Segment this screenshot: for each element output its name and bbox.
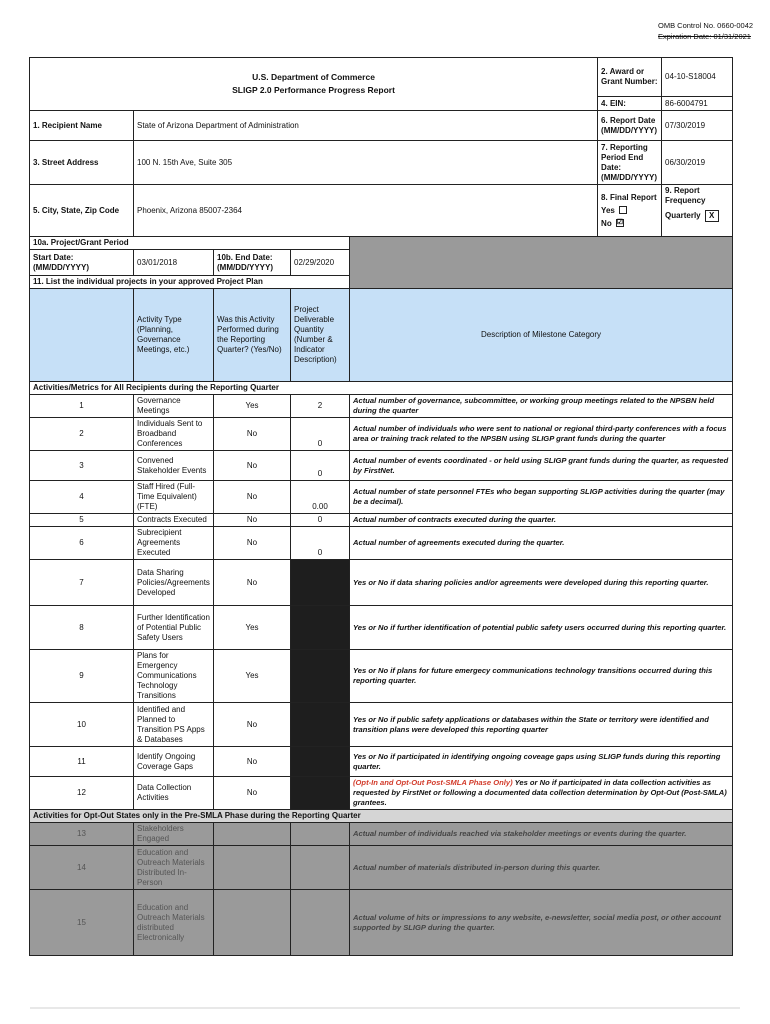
row-desc: Actual number of governance, subcommittee, or working group meetings related to the NPSBN held during the quarter	[350, 395, 733, 418]
row-qty	[291, 846, 350, 890]
row-performed: No	[214, 560, 291, 606]
row-type: Convened Stakeholder Events	[134, 451, 214, 481]
row-desc: Actual number of events coordinated - or held using SLIGP grant funds during the quarter, as requested by FirstNet.	[350, 451, 733, 481]
row-performed	[214, 823, 291, 846]
row-num: 1	[30, 395, 134, 418]
row-qty-blocked	[291, 777, 350, 810]
freq-checkbox[interactable]: X	[705, 210, 719, 222]
omb-control: OMB Control No. 0660-0042	[658, 21, 754, 30]
row-qty-blocked	[291, 703, 350, 747]
row-desc: Actual number of agreements executed during the quarter.	[350, 527, 733, 560]
table-row	[30, 481, 733, 514]
ein-value: 86-6004791	[662, 97, 733, 111]
report-title	[30, 58, 598, 111]
table-row	[30, 846, 733, 890]
row-performed: No	[214, 527, 291, 560]
row-type: Further Identification of Potential Public Safety Users	[134, 606, 214, 650]
final-no-label: No	[601, 218, 612, 228]
table-row	[30, 650, 733, 703]
row-desc: Actual number of individuals reached via stakeholder meetings or events during the quarter.	[350, 823, 733, 846]
final-label: 8. Final Report	[601, 192, 657, 202]
row-qty	[291, 890, 350, 956]
row-num: 11	[30, 747, 134, 777]
row-performed: Yes	[214, 650, 291, 703]
table-row	[30, 703, 733, 747]
page-bottom-edge	[30, 1007, 740, 1009]
row-num: 3	[30, 451, 134, 481]
start-value: 03/01/2018	[134, 250, 214, 276]
street-value: 100 N. 15th Ave, Suite 305	[134, 141, 598, 185]
progress-report-form	[29, 57, 733, 956]
row-qty-blocked	[291, 560, 350, 606]
row-desc: Actual number of contracts executed during the quarter.	[350, 514, 733, 527]
period-label: 7. Reporting Period End Date: (MM/DD/YYYY)	[598, 141, 662, 185]
grant-period-label: 10a. Project/Grant Period	[30, 237, 350, 250]
row-type: Stakeholders Engaged	[134, 823, 214, 846]
row-type: Governance Meetings	[134, 395, 214, 418]
row-desc-text: Yes or No if participated in data collection activities as requested by FirstNet or following a documented data collection determination by Opt-Out (Post-SMLA) grantees.	[353, 778, 727, 807]
row-desc: Yes or No if participated in identifying ongoing coveage gaps using SLIGP funds during this reporting quarter.	[350, 747, 733, 777]
project-list-label: 11. List the individual projects in your approved Project Plan	[30, 276, 350, 289]
row-type: Education and Outreach Materials distributed Electronically	[134, 890, 214, 956]
row-desc: Yes or No if further identification of potential public safety users occurred during this reporting quarter.	[350, 606, 733, 650]
city-value: Phoenix, Arizona 85007-2364	[134, 185, 598, 237]
row-performed	[214, 890, 291, 956]
row-desc: Actual volume of hits or impressions to any website, e-newsletter, social media post, or other account supported by SLIGP during the quarter.	[350, 890, 733, 956]
deliverable-header: Project Deliverable Quantity (Number & Indicator Description)	[291, 289, 350, 382]
activity-type-header: Activity Type (Planning, Governance Meetings, etc.)	[134, 289, 214, 382]
row-performed: No	[214, 703, 291, 747]
row-num: 14	[30, 846, 134, 890]
row-qty: 0	[291, 418, 350, 451]
milestone-header: Description of Milestone Category	[350, 289, 733, 382]
performed-header: Was this Activity Performed during the Reporting Quarter? (Yes/No)	[214, 289, 291, 382]
row-type: Individuals Sent to Broadband Conferences	[134, 418, 214, 451]
row-qty: 0	[291, 527, 350, 560]
row-desc: Actual number of state personnel FTEs who began supporting SLIGP activities during the quarter (may be a decimal).	[350, 481, 733, 514]
row-performed: No	[214, 747, 291, 777]
end-value: 02/29/2020	[291, 250, 350, 276]
start-label: Start Date: (MM/DD/YYYY)	[30, 250, 134, 276]
city-label: 5. City, State, Zip Code	[30, 185, 134, 237]
table-row	[30, 395, 733, 418]
table-row	[30, 747, 733, 777]
row-performed: No	[214, 451, 291, 481]
row-num: 9	[30, 650, 134, 703]
table-row	[30, 514, 733, 527]
num-col-header	[30, 289, 134, 382]
row-type: Identify Ongoing Coverage Gaps	[134, 747, 214, 777]
row-type: Contracts Executed	[134, 514, 214, 527]
row-desc: Actual number of materials distributed in-person during this quarter.	[350, 846, 733, 890]
grey-filler	[350, 237, 733, 289]
row-desc: Actual number of individuals who were sent to national or regional third-party conferences with a focus area or training track related to the NPSBN using SLIGP grant funds during the quarter	[350, 418, 733, 451]
row-performed: No	[214, 514, 291, 527]
row-type: Plans for Emergency Communications Technology Transitions	[134, 650, 214, 703]
row-performed: Yes	[214, 395, 291, 418]
table-row	[30, 777, 733, 810]
row-qty: 0.00	[291, 481, 350, 514]
final-no-checkbox[interactable]: ☑	[616, 219, 623, 227]
report-date-label: 6. Report Date (MM/DD/YYYY)	[598, 111, 662, 141]
row-num: 15	[30, 890, 134, 956]
row-desc	[350, 777, 733, 810]
freq-label: 9. Report Frequency	[665, 186, 706, 205]
row-type: Identified and Planned to Transition PS Apps & Databases	[134, 703, 214, 747]
row-num: 7	[30, 560, 134, 606]
report-date-value: 07/30/2019	[662, 111, 733, 141]
final-yes-checkbox[interactable]	[619, 206, 627, 214]
row-qty: 0	[291, 514, 350, 527]
report-name: SLIGP 2.0 Performance Progress Report	[232, 85, 395, 95]
row-performed: No	[214, 418, 291, 451]
recipient-value: State of Arizona Department of Administration	[134, 111, 598, 141]
table-row	[30, 890, 733, 956]
final-yes-label: Yes	[601, 205, 615, 215]
table-row	[30, 418, 733, 451]
row-qty-blocked	[291, 650, 350, 703]
dept-title: U.S. Department of Commerce	[252, 72, 375, 82]
table-row	[30, 606, 733, 650]
freq-value: Quarterly	[665, 211, 701, 220]
row-desc: Yes or No if data sharing policies and/or agreements were developed during this reporting quarter.	[350, 560, 733, 606]
table-row	[30, 560, 733, 606]
award-label: 2. Award or Grant Number:	[598, 58, 662, 97]
frequency-cell	[662, 185, 733, 237]
row-performed	[214, 846, 291, 890]
row-qty: 0	[291, 451, 350, 481]
opt-in-note: (Opt-In and Opt-Out Post-SMLA Phase Only)	[353, 778, 513, 787]
section-opt-out: Activities for Opt-Out States only in the Pre-SMLA Phase during the Reporting Quarter	[30, 810, 733, 823]
table-row	[30, 451, 733, 481]
ein-label: 4. EIN:	[598, 97, 662, 111]
omb-info	[658, 20, 768, 42]
omb-expiration: Expiration Date: 01/31/2021	[658, 32, 751, 41]
row-type: Data Sharing Policies/Agreements Developed	[134, 560, 214, 606]
row-type: Staff Hired (Full-Time Equivalent)(FTE)	[134, 481, 214, 514]
end-label: 10b. End Date: (MM/DD/YYYY)	[214, 250, 291, 276]
period-value: 06/30/2019	[662, 141, 733, 185]
row-num: 6	[30, 527, 134, 560]
row-num: 10	[30, 703, 134, 747]
row-type: Subrecipient Agreements Executed	[134, 527, 214, 560]
section-all-recipients: Activities/Metrics for All Recipients during the Reporting Quarter	[30, 382, 733, 395]
row-qty	[291, 823, 350, 846]
row-performed: Yes	[214, 606, 291, 650]
row-performed: No	[214, 481, 291, 514]
street-label: 3. Street Address	[30, 141, 134, 185]
row-performed: No	[214, 777, 291, 810]
row-desc: Yes or No if plans for future emergecy communications technology transitions occurred during this reporting quarter.	[350, 650, 733, 703]
row-num: 5	[30, 514, 134, 527]
row-num: 12	[30, 777, 134, 810]
final-report-cell	[598, 185, 662, 237]
row-type: Data Collection Activities	[134, 777, 214, 810]
recipient-label: 1. Recipient Name	[30, 111, 134, 141]
row-qty-blocked	[291, 606, 350, 650]
row-type: Education and Outreach Materials Distributed In-Person	[134, 846, 214, 890]
row-qty-blocked	[291, 747, 350, 777]
table-row	[30, 527, 733, 560]
row-num: 13	[30, 823, 134, 846]
row-num: 4	[30, 481, 134, 514]
row-num: 8	[30, 606, 134, 650]
row-desc: Yes or No if public safety applications or databases within the State or territory were identified and transition plans were developed this reporting quarter	[350, 703, 733, 747]
row-qty: 2	[291, 395, 350, 418]
row-num: 2	[30, 418, 134, 451]
award-value: 04-10-S18004	[662, 58, 733, 97]
table-row	[30, 823, 733, 846]
